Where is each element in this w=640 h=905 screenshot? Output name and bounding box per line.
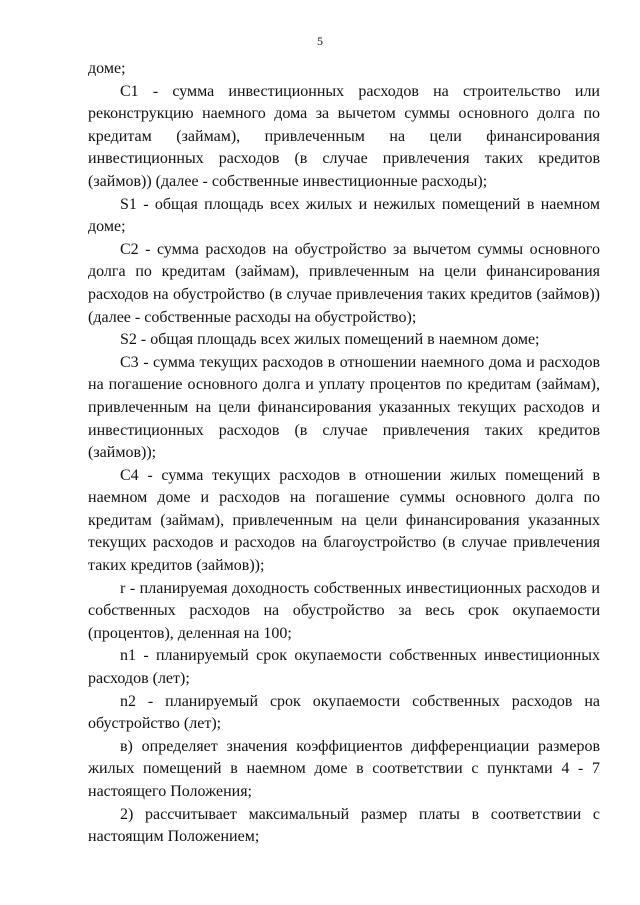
paragraph-c4-definition: С4 - сумма текущих расходов в отношении жилых помещений в наемном доме и расходов на погашение суммы основного долга по кредитам (займам), привлеченным на цели финансирования указанных текущих расходов и расходов на благоустройство (в случае привлечения таких кредитов (займов)); [88,466,600,575]
paragraph-item-v: в) определяет значения коэффициентов дифференциации размеров жилых помещений в наемном доме в соответствии с пунктами 4 - 7 настоящего Положения; [88,737,600,800]
paragraph-n2-definition: n2 - планируемый срок окупаемости собственных расходов на обустройство (лет); [88,692,600,733]
paragraph-c2-definition: С2 - сумма расходов на обустройство за вычетом суммы основного долга по кредитам (займам), привлеченным на цели финансирования расходов на обустройство (в случае привлечения таких кредитов (займов)) (далее - собственные расходы на обустройство); [88,240,600,326]
paragraph-s2-definition: S2 - общая площадь всех жилых помещений в наемном доме; [120,331,540,349]
paragraph-n1-definition: n1 - планируемый срок окупаемости собственных инвестиционных расходов (лет); [88,647,600,688]
paragraph-c3-definition: С3 - сумма текущих расходов в отношении наемного дома и расходов на погашение основного долга и уплату процентов по кредитам (займам), привлеченным на цели финансирования указанных текущих расходов и инвестиционных расходов (в случае привлечения таких кредитов (займов)); [88,353,600,462]
paragraph-continuation: доме; [88,60,126,77]
page-number: 5 [317,34,323,48]
paragraph-r-definition: r - планируемая доходность собственных инвестиционных расходов и собственных расходов на обустройство за весь срок окупаемости (процентов), деленная на 100; [88,579,600,642]
paragraph-c1-definition: С1 - сумма инвестиционных расходов на строительство или реконструкцию наемного дома за вычетом суммы основного долга по кредитам (займам), привлеченным на цели финансирования инвестиционных расходов (в случае привлечения таких кредитов (займов)) (далее - собственные инвестиционные расходы); [88,82,600,190]
paragraph-s1-definition: S1 - общая площадь всех жилых и нежилых помещений в наемном доме; [88,195,600,236]
document-body [88,58,600,849]
paragraph-item-2: 2) рассчитывает максимальный размер платы в соответствии с настоящим Положением; [88,805,600,846]
